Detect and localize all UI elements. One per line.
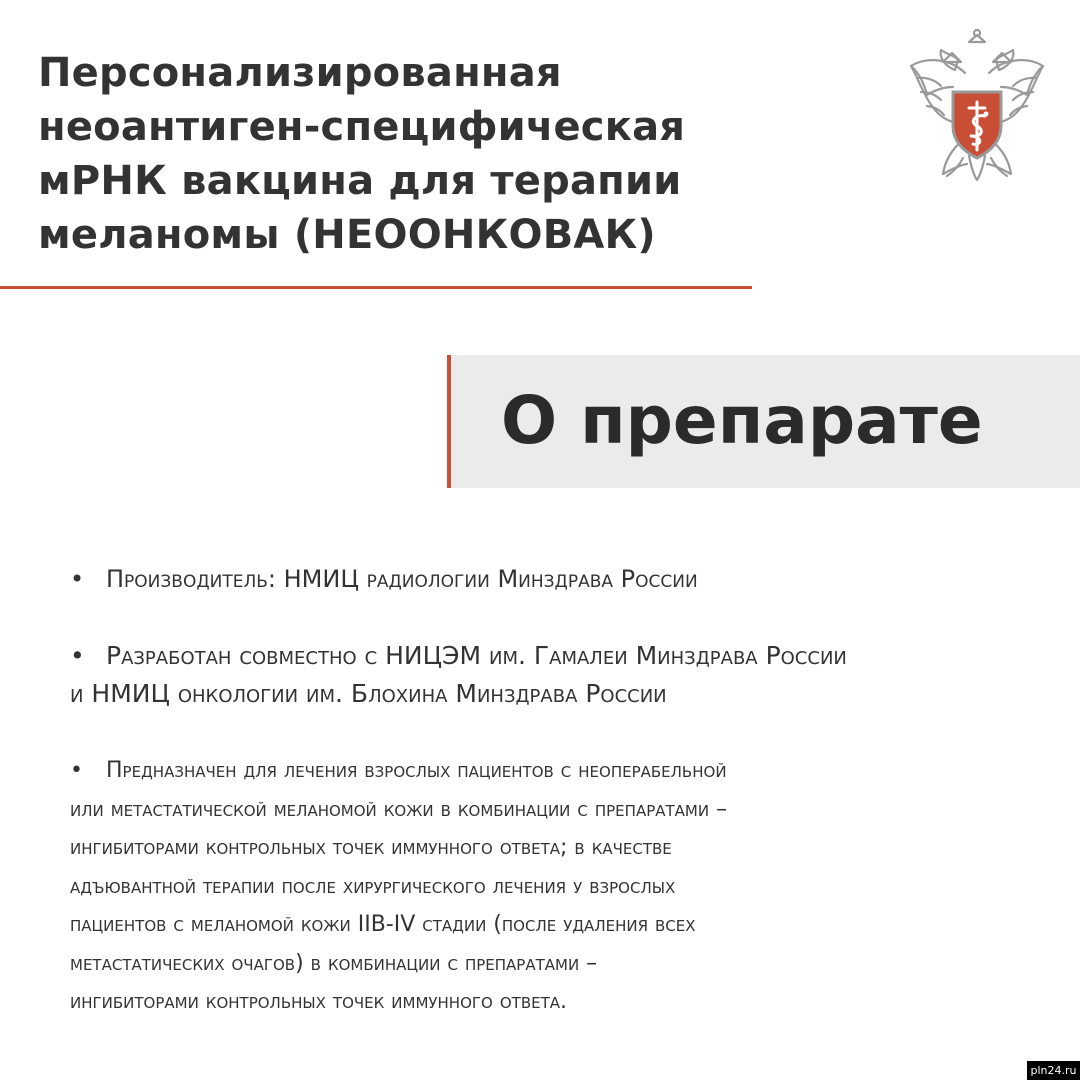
title-divider: [0, 286, 752, 289]
bullet-icon: •: [70, 565, 85, 593]
list-item-manufacturer: [70, 560, 1030, 598]
title-line: мРНК вакцина для терапии: [38, 158, 682, 204]
ministry-of-health-emblem-icon: [903, 28, 1051, 184]
fact-line: и НМИЦ онкологии им. Блохина Минздрава России: [70, 679, 667, 708]
fact-line: [70, 560, 1030, 598]
title-line: Персонализированная: [38, 50, 562, 96]
fact-line: пациентов с меланомой кожи IIB-IV стадии (после удаления всех: [70, 912, 696, 937]
section-title: О препарате: [501, 382, 983, 459]
fact-line: ингибиторами контрольных точек иммунного ответа.: [70, 989, 567, 1014]
fact-line: ингибиторами контрольных точек иммунного ответа; в качестве: [70, 835, 672, 860]
fact-line: [70, 637, 1030, 675]
fact-line: [70, 752, 1030, 791]
watermark-label: pln24.ru: [1027, 1061, 1080, 1080]
section-header: [447, 355, 1080, 488]
bullet-icon: •: [70, 641, 85, 670]
title-line: неоантиген-специфическая: [38, 104, 686, 150]
fact-text: Производитель: НМИЦ радиологии Минздрава России: [106, 565, 698, 593]
bullet-icon: •: [70, 758, 83, 783]
page-title: [38, 46, 758, 262]
list-item-developers: [70, 637, 1030, 713]
facts-list: [70, 560, 1030, 1022]
fact-line: адъювантной терапии после хирургического лечения у взрослых: [70, 873, 676, 899]
fact-line: метастатических очагов) в комбинации с препаратами –: [70, 950, 598, 976]
title-line: меланомы (НЕООНКОВАК): [38, 212, 656, 258]
fact-text: Разработан совместно с НИЦЭМ им. Гамалеи Минздрава России: [106, 641, 847, 670]
list-item-indication: [70, 752, 1030, 1022]
fact-text: Предназначен для лечения взрослых пациентов с неоперабельной: [106, 758, 727, 783]
fact-line: или метастатической меланомой кожи в комбинации с препаратами –: [70, 796, 728, 822]
section-accent-bar: [447, 355, 451, 488]
